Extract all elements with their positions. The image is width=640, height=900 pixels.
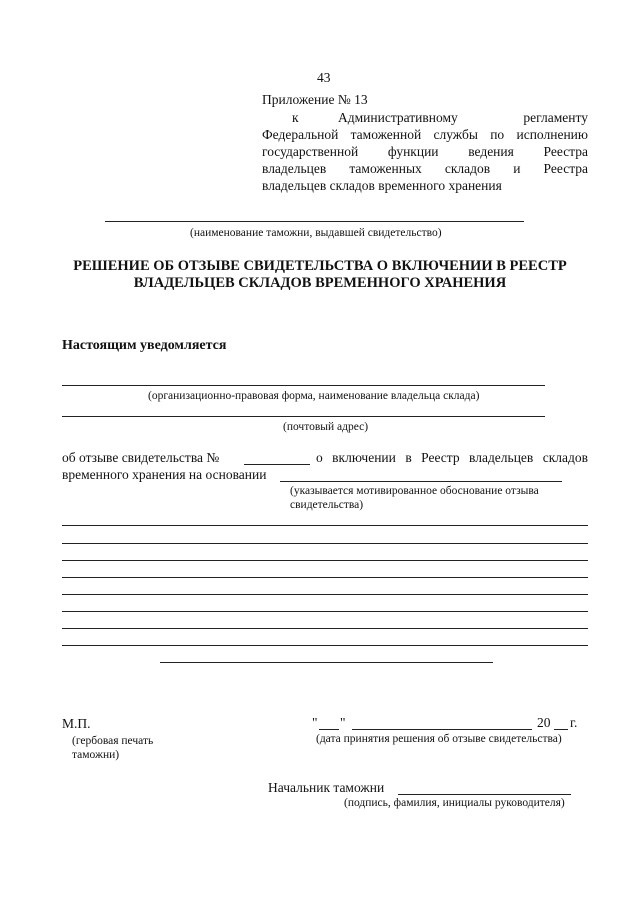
- stamp-label: М.П.: [62, 716, 91, 731]
- reason-line[interactable]: [62, 611, 588, 612]
- reason-line[interactable]: [62, 525, 588, 526]
- customs-name-line[interactable]: [105, 221, 524, 222]
- appendix-line-4: государственной функции ведения Реестра: [262, 144, 588, 159]
- appendix-line-5: владельцев таможенных складов и Реестра: [262, 161, 588, 176]
- appendix-line-2: Административному регламенту: [338, 110, 588, 125]
- month-field[interactable]: [352, 729, 532, 730]
- document-title-line-1: РЕШЕНИЕ ОБ ОТЗЫВЕ СВИДЕТЕЛЬСТВА О ВКЛЮЧЕНИИ В РЕЕСТР: [73, 258, 567, 274]
- reason-line[interactable]: [62, 645, 588, 646]
- reason-line[interactable]: [62, 560, 588, 561]
- reason-line[interactable]: [62, 543, 588, 544]
- day-field[interactable]: [319, 729, 339, 730]
- customs-name-caption: (наименование таможни, выдавшей свидетельство): [190, 227, 442, 239]
- reason-line[interactable]: [62, 628, 588, 629]
- postal-address-caption: (почтовый адрес): [283, 421, 369, 433]
- appendix-number: Приложение № 13: [262, 92, 368, 107]
- revoke-text-part-2: о включении в Реестр владельцев складов: [316, 450, 588, 465]
- date-caption: (дата принятия решения об отзыве свидетельства): [316, 733, 562, 745]
- owner-name-line[interactable]: [62, 385, 545, 386]
- appendix-k: к: [292, 110, 299, 125]
- stamp-caption-1: (гербовая печать: [72, 735, 154, 747]
- stamp-caption-2: таможни): [72, 749, 120, 761]
- postal-address-line[interactable]: [62, 416, 545, 417]
- revoke-text-line-2: временного хранения на основании: [62, 467, 267, 482]
- appendix-line-6: владельцев складов временного хранения: [262, 178, 502, 193]
- reason-caption-2: свидетельства): [290, 499, 364, 511]
- date-close-quote: ": [340, 715, 346, 730]
- reason-line-short[interactable]: [160, 662, 493, 663]
- year-prefix: 20: [537, 715, 551, 730]
- revocation-reason-field[interactable]: [280, 481, 562, 482]
- reason-line[interactable]: [62, 594, 588, 595]
- signature-field[interactable]: [398, 794, 571, 795]
- date-open-quote: ": [312, 715, 318, 730]
- signature-label: Начальник таможни: [268, 780, 385, 795]
- reason-caption-1: (указывается мотивированное обоснование отзыва: [290, 485, 539, 497]
- notice-heading: Настоящим уведомляется: [62, 338, 227, 353]
- page-number: 43: [317, 70, 331, 85]
- signature-caption: (подпись, фамилия, инициалы руководителя): [344, 797, 565, 809]
- reason-line[interactable]: [62, 577, 588, 578]
- certificate-number-field[interactable]: [244, 464, 310, 465]
- owner-name-caption: (организационно-правовая форма, наименование владельца склада): [148, 390, 480, 402]
- year-suffix: г.: [570, 715, 578, 730]
- revoke-text-part-1: об отзыве свидетельства №: [62, 450, 220, 465]
- appendix-line-3: Федеральной таможенной службы по исполнению: [262, 127, 588, 142]
- year-field[interactable]: [554, 729, 568, 730]
- document-title-line-2: ВЛАДЕЛЬЦЕВ СКЛАДОВ ВРЕМЕННОГО ХРАНЕНИЯ: [133, 275, 507, 291]
